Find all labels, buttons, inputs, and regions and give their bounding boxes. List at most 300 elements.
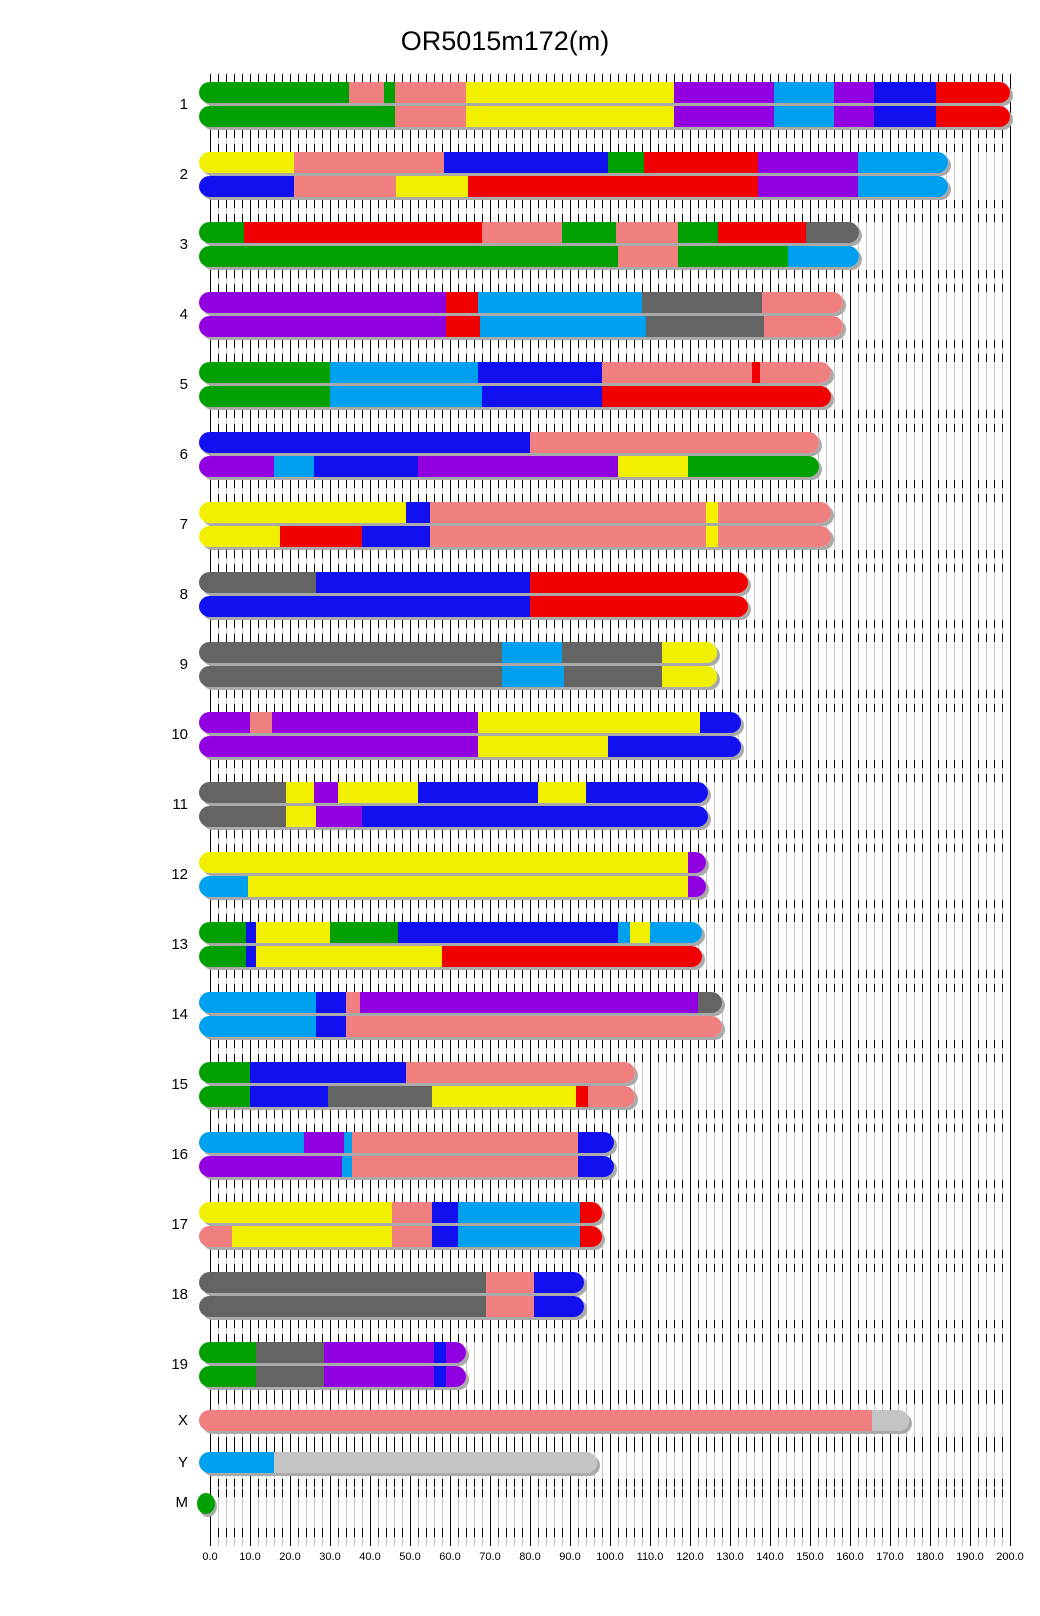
haplotype-segment-pink <box>486 1272 534 1293</box>
haplotype-segment-blue <box>534 1296 584 1317</box>
haplotype-segment-gray <box>256 1366 324 1387</box>
row-label-chr12: 12 <box>171 865 188 883</box>
row-label-chrX: X <box>177 1411 188 1429</box>
row-label-chr8: 8 <box>179 585 188 603</box>
haplotype-segment-green <box>199 106 395 127</box>
haplotype-segment-skyblue <box>478 292 642 313</box>
haplotype-segment-pink <box>199 1226 232 1247</box>
ruler-above-chr17 <box>210 1194 1011 1202</box>
haplotype-segment-pink <box>392 1202 432 1223</box>
haplotype-segment-yellow <box>286 782 314 803</box>
ruler-above-chrX <box>210 1396 1011 1404</box>
x-axis-label-130.0: 130.0 <box>716 1551 744 1563</box>
x-axis-label-180.0: 180.0 <box>916 1551 944 1563</box>
row-label-chr11: 11 <box>172 795 188 813</box>
haplotype-segment-yellow <box>662 642 717 663</box>
haplotype-segment-blue <box>534 1272 584 1293</box>
haplotype-segment-green <box>562 222 616 243</box>
haplotype-segment-yellow <box>706 526 718 547</box>
haplotype-segment-blue <box>314 456 418 477</box>
haplotype-segment-purple <box>360 992 698 1013</box>
haplotype-segment-yellow <box>478 712 700 733</box>
haplotype-segment-skyblue <box>858 152 948 173</box>
haplotype-segment-skyblue <box>458 1226 580 1247</box>
chromosome-10-haplotype-1 <box>199 712 741 733</box>
haplotype-segment-pink <box>530 432 819 453</box>
haplotype-segment-gray <box>642 292 762 313</box>
haplotype-segment-yellow <box>256 946 442 967</box>
haplotype-segment-pink <box>392 1226 432 1247</box>
haplotype-segment-blue <box>199 596 530 617</box>
haplotype-segment-red <box>580 1226 602 1247</box>
ruler-above-chr10 <box>210 704 1011 712</box>
haplotype-segment-blue <box>578 1132 614 1153</box>
haplotype-segment-gray <box>328 1086 432 1107</box>
chromosome-9-haplotype-1 <box>199 642 717 663</box>
ruler-above-chr16 <box>210 1124 1011 1132</box>
haplotype-segment-red <box>280 526 362 547</box>
haplotype-segment-yellow <box>706 502 718 523</box>
row-label-chr1: 1 <box>179 95 188 113</box>
chromosome-13-haplotype-2 <box>199 946 702 967</box>
haplotype-segment-skyblue <box>480 316 646 337</box>
x-axis-major-ticks <box>210 1528 1011 1546</box>
haplotype-segment-red <box>530 596 748 617</box>
haplotype-segment-gray <box>562 642 662 663</box>
chromosome-16-haplotype-1 <box>199 1132 614 1153</box>
haplotype-segment-purple <box>758 176 858 197</box>
x-axis-label-30.0: 30.0 <box>319 1551 341 1563</box>
haplotype-segment-green <box>199 246 618 267</box>
haplotype-segment-red <box>446 316 480 337</box>
haplotype-segment-purple <box>688 876 706 897</box>
haplotype-segment-purple <box>324 1366 434 1387</box>
ruler-below-chr5 <box>210 410 1011 418</box>
haplotype-segment-pink <box>430 526 706 547</box>
haplotype-segment-purple <box>314 782 338 803</box>
row-label-chr9: 9 <box>179 655 188 673</box>
ruler-below-chr11 <box>210 830 1011 838</box>
haplotype-segment-red <box>936 106 1010 127</box>
chromosome-7-haplotype-1 <box>199 502 831 523</box>
ruler-above-chr3 <box>210 214 1011 222</box>
chromosome-5-haplotype-2 <box>199 386 831 407</box>
x-axis-label-190.0: 190.0 <box>956 1551 984 1563</box>
haplotype-segment-red <box>468 176 758 197</box>
haplotype-segment-blue <box>874 106 936 127</box>
chromosome-6-haplotype-2 <box>199 456 819 477</box>
haplotype-segment-gray <box>199 642 502 663</box>
haplotype-segment-purple <box>272 712 478 733</box>
x-axis-label-90.0: 90.0 <box>559 1551 581 1563</box>
haplotype-segment-gray <box>199 1296 486 1317</box>
row-label-chr14: 14 <box>171 1005 188 1023</box>
chromosome-14-haplotype-2 <box>199 1016 722 1037</box>
ruler-above-chr8 <box>210 564 1011 572</box>
ruler-above-chr7 <box>210 494 1011 502</box>
ruler-below-chr12 <box>210 900 1011 908</box>
ruler-above-chr6 <box>210 424 1011 432</box>
haplotype-segment-skyblue <box>858 176 948 197</box>
row-label-chrY: Y <box>177 1453 188 1471</box>
haplotype-segment-pink <box>349 82 384 103</box>
haplotype-segment-yellow <box>662 666 717 687</box>
haplotype-segment-red <box>602 386 831 407</box>
row-label-chr7: 7 <box>179 515 188 533</box>
haplotype-segment-pink <box>395 82 466 103</box>
haplotype-segment-red <box>530 572 748 593</box>
x-axis-label-160.0: 160.0 <box>836 1551 864 1563</box>
haplotype-segment-purple <box>688 852 706 873</box>
chromosome-X <box>199 1410 909 1431</box>
haplotype-segment-skyblue <box>342 1156 352 1177</box>
haplotype-segment-pink <box>764 316 843 337</box>
haplotype-segment-blue <box>362 806 708 827</box>
haplotype-segment-purple <box>316 806 362 827</box>
haplotype-segment-green <box>678 222 718 243</box>
ruler-below-chrY <box>210 1479 1011 1487</box>
haplotype-segment-yellow <box>199 526 280 547</box>
chromosome-15-haplotype-2 <box>199 1086 635 1107</box>
x-axis-label-50.0: 50.0 <box>399 1551 421 1563</box>
haplotype-segment-blue <box>316 1016 346 1037</box>
ruler-below-chr13 <box>210 970 1011 978</box>
haplotype-segment-skyblue <box>458 1202 580 1223</box>
chromosome-19-haplotype-2 <box>199 1366 466 1387</box>
row-label-chr15: 15 <box>171 1075 188 1093</box>
haplotype-segment-blue <box>478 362 602 383</box>
haplotype-segment-green <box>199 82 349 103</box>
chromosome-19-haplotype-1 <box>199 1342 466 1363</box>
ruler-below-chr15 <box>210 1110 1011 1118</box>
haplotype-segment-skyblue <box>774 106 834 127</box>
ruler-above-chr12 <box>210 844 1011 852</box>
haplotype-segment-yellow <box>630 922 650 943</box>
haplotype-segment-blue <box>316 572 530 593</box>
haplotype-segment-purple <box>199 316 446 337</box>
haplotype-segment-yellow <box>286 806 316 827</box>
haplotype-segment-yellow <box>232 1226 392 1247</box>
haplotype-segment-gray <box>199 1272 486 1293</box>
haplotype-segment-pink <box>199 1410 872 1431</box>
haplotype-segment-green <box>199 222 244 243</box>
ruler-below-chr17 <box>210 1250 1011 1258</box>
chromosome-14-haplotype-1 <box>199 992 722 1013</box>
x-axis-label-120.0: 120.0 <box>676 1551 704 1563</box>
chromosome-17-haplotype-1 <box>199 1202 602 1223</box>
chromosome-8-haplotype-2 <box>199 596 748 617</box>
ruler-below-chr8 <box>210 620 1011 628</box>
haplotype-segment-red <box>718 222 806 243</box>
haplotype-segment-gray <box>256 1342 324 1363</box>
haplotype-segment-purple <box>446 1342 466 1363</box>
chromosome-11-haplotype-1 <box>199 782 708 803</box>
haplotype-segment-gray <box>199 572 316 593</box>
ruler-below-chr10 <box>210 760 1011 768</box>
x-axis-label-150.0: 150.0 <box>796 1551 824 1563</box>
chromosome-3-haplotype-2 <box>199 246 859 267</box>
x-axis-label-40.0: 40.0 <box>359 1551 381 1563</box>
haplotype-segment-pink <box>406 1062 635 1083</box>
row-label-chr4: 4 <box>179 305 188 323</box>
haplotype-segment-green <box>330 922 398 943</box>
ruler-above-chr13 <box>210 914 1011 922</box>
haplotype-segment-green <box>199 1366 256 1387</box>
haplotype-segment-green <box>199 922 246 943</box>
haplotype-segment-blue <box>434 1342 446 1363</box>
chromosome-Y <box>199 1452 597 1473</box>
haplotype-segment-gray <box>564 666 662 687</box>
haplotype-segment-blue <box>199 432 530 453</box>
haplotype-segment-red <box>644 152 758 173</box>
haplotype-segment-green <box>199 1342 256 1363</box>
haplotype-segment-red <box>446 292 478 313</box>
haplotype-segment-yellow <box>538 782 586 803</box>
haplotype-segment-green <box>199 1062 250 1083</box>
chromosome-12-haplotype-1 <box>199 852 706 873</box>
haplotype-segment-blue <box>482 386 602 407</box>
chart-title: OR5015m172(m) <box>400 26 610 56</box>
chromosome-1-haplotype-1 <box>199 82 1010 103</box>
haplotype-segment-pink <box>760 362 831 383</box>
row-label-chr13: 13 <box>171 935 188 953</box>
haplotype-segment-purple <box>199 712 250 733</box>
haplotype-segment-yellow <box>199 152 294 173</box>
haplotype-segment-green <box>199 362 330 383</box>
haplotype-segment-pink <box>346 1016 722 1037</box>
haplotype-segment-red <box>442 946 702 967</box>
haplotype-segment-red <box>576 1086 588 1107</box>
haplotype-segment-blue <box>432 1226 458 1247</box>
chromosome-6-haplotype-1 <box>199 432 819 453</box>
haplotype-segment-lightgray <box>872 1410 909 1431</box>
ruler-below-chr7 <box>210 550 1011 558</box>
x-axis-label-170.0: 170.0 <box>876 1551 904 1563</box>
row-label-chr2: 2 <box>179 165 188 183</box>
haplotype-segment-purple <box>418 456 618 477</box>
ruler-below-chr16 <box>210 1180 1011 1188</box>
chromosome-15-haplotype-1 <box>199 1062 635 1083</box>
haplotype-segment-red <box>936 82 1010 103</box>
chromosome-4-haplotype-2 <box>199 316 843 337</box>
haplotype-segment-gray <box>199 806 286 827</box>
haplotype-segment-skyblue <box>274 456 314 477</box>
haplotype-segment-pink <box>346 992 360 1013</box>
haplotype-segment-blue <box>578 1156 614 1177</box>
haplotype-segment-gray <box>199 782 286 803</box>
haplotype-segment-purple <box>199 1156 342 1177</box>
haplotype-segment-blue <box>246 922 256 943</box>
haplotype-segment-purple <box>324 1342 434 1363</box>
haplotype-segment-blue <box>250 1086 328 1107</box>
chromosome-M-dot <box>197 1493 215 1514</box>
haplotype-segment-pink <box>250 712 272 733</box>
haplotype-segment-pink <box>352 1132 578 1153</box>
ruler-above-chr18 <box>210 1264 1011 1272</box>
haplotype-segment-yellow <box>478 736 608 757</box>
haplotype-segment-blue <box>406 502 430 523</box>
haplotype-segment-skyblue <box>330 386 482 407</box>
chromosome-1-haplotype-2 <box>199 106 1010 127</box>
ruler-below-chr1 <box>210 130 1011 138</box>
haplotype-segment-purple <box>674 82 774 103</box>
ruler-above-chr14 <box>210 984 1011 992</box>
haplotype-segment-purple <box>304 1132 344 1153</box>
haplotype-segment-pink <box>395 106 466 127</box>
haplotype-segment-gray <box>199 666 502 687</box>
chromosome-9-haplotype-2 <box>199 666 717 687</box>
x-axis-label-100.0: 100.0 <box>596 1551 624 1563</box>
row-label-chrM: M <box>175 1494 188 1511</box>
haplotype-segment-purple <box>758 152 858 173</box>
chromosome-10-haplotype-2 <box>199 736 741 757</box>
row-label-chr19: 19 <box>171 1355 188 1373</box>
haplotype-segment-pink <box>352 1156 578 1177</box>
haplotype-segment-pink <box>602 362 752 383</box>
haplotype-segment-blue <box>316 992 346 1013</box>
ruler-above-chr15 <box>210 1054 1011 1062</box>
haplotype-segment-blue <box>700 712 741 733</box>
x-axis-label-60.0: 60.0 <box>439 1551 461 1563</box>
ruler-below-chr18 <box>210 1320 1011 1328</box>
haplotype-segment-skyblue <box>618 922 630 943</box>
chromosome-18-haplotype-1 <box>199 1272 584 1293</box>
x-axis-label-110.0: 110.0 <box>636 1551 664 1563</box>
haplotype-segment-yellow <box>466 106 674 127</box>
haplotype-segment-pink <box>486 1296 534 1317</box>
ruler-above-chr1 <box>210 74 1011 82</box>
haplotype-segment-blue <box>586 782 708 803</box>
haplotype-segment-skyblue <box>344 1132 352 1153</box>
row-label-chr18: 18 <box>171 1285 188 1303</box>
haplotype-segment-blue <box>608 736 741 757</box>
haplotype-segment-green <box>384 82 394 103</box>
ruler-below-chr9 <box>210 690 1011 698</box>
haplotype-segment-yellow <box>338 782 418 803</box>
haplotype-segment-skyblue <box>788 246 859 267</box>
haplotype-segment-skyblue <box>199 1132 304 1153</box>
x-axis-label-80.0: 80.0 <box>519 1551 541 1563</box>
ruler-above-chr5 <box>210 354 1011 362</box>
haplotype-segment-purple <box>834 82 874 103</box>
chromosome-16-haplotype-2 <box>199 1156 614 1177</box>
haplotype-segment-blue <box>246 946 256 967</box>
x-axis-label-0.0: 0.0 <box>202 1551 218 1563</box>
haplotype-segment-pink <box>294 152 444 173</box>
haplotype-segment-green <box>199 1086 250 1107</box>
chromosome-2-haplotype-1 <box>199 152 948 173</box>
haplotype-segment-blue <box>250 1062 406 1083</box>
row-label-chr5: 5 <box>179 375 188 393</box>
x-axis-label-140.0: 140.0 <box>756 1551 784 1563</box>
chromosome-17-haplotype-2 <box>199 1226 602 1247</box>
haplotype-segment-purple <box>834 106 874 127</box>
haplotype-segment-yellow <box>256 922 330 943</box>
chromosome-18-haplotype-2 <box>199 1296 584 1317</box>
chromosome-12-haplotype-2 <box>199 876 706 897</box>
haplotype-segment-blue <box>444 152 608 173</box>
ruler-above-chrM <box>210 1489 1011 1497</box>
chromosome-2-haplotype-2 <box>199 176 948 197</box>
chromosome-3-haplotype-1 <box>199 222 859 243</box>
chromosome-7-haplotype-2 <box>199 526 831 547</box>
haplotype-segment-green <box>688 456 819 477</box>
haplotype-segment-red <box>752 362 760 383</box>
ruler-above-chr9 <box>210 634 1011 642</box>
haplotype-segment-blue <box>434 1366 446 1387</box>
row-label-chr6: 6 <box>179 445 188 463</box>
chromosome-11-haplotype-2 <box>199 806 708 827</box>
haplotype-segment-skyblue <box>502 642 562 663</box>
haplotype-segment-gray <box>806 222 859 243</box>
haplotype-segment-pink <box>482 222 562 243</box>
haplotype-segment-blue <box>874 82 936 103</box>
haplotype-segment-yellow <box>396 176 468 197</box>
haplotype-segment-skyblue <box>199 1016 316 1037</box>
haplotype-segment-green <box>678 246 788 267</box>
haplotype-segment-red <box>244 222 482 243</box>
haplotype-segment-gray <box>646 316 764 337</box>
chromosome-13-haplotype-1 <box>199 922 702 943</box>
haplotype-segment-purple <box>446 1366 466 1387</box>
chromosome-4-haplotype-1 <box>199 292 843 313</box>
row-label-chr16: 16 <box>171 1145 188 1163</box>
ruler-below-chr14 <box>210 1040 1011 1048</box>
haplotype-segment-yellow <box>199 1202 392 1223</box>
ruler-below-chr4 <box>210 340 1011 348</box>
ruler-above-chr19 <box>210 1334 1011 1342</box>
haplotype-segment-pink <box>718 502 831 523</box>
haplotype-segment-skyblue <box>650 922 702 943</box>
ruler-above-chr4 <box>210 284 1011 292</box>
haplotype-segment-yellow <box>618 456 688 477</box>
haplotype-segment-pink <box>762 292 843 313</box>
haplotype-segment-yellow <box>199 852 688 873</box>
ruler-below-chr3 <box>210 270 1011 278</box>
haplotype-segment-pink <box>718 526 831 547</box>
haplotype-segment-yellow <box>466 82 674 103</box>
x-axis-label-200.0: 200.0 <box>996 1551 1024 1563</box>
haplotype-segment-skyblue <box>199 1452 274 1473</box>
row-label-chr10: 10 <box>171 725 188 743</box>
haplotype-segment-blue <box>398 922 618 943</box>
haplotype-segment-skyblue <box>502 666 564 687</box>
ruler-above-chr2 <box>210 144 1011 152</box>
haplotype-segment-yellow <box>199 502 406 523</box>
haplotype-segment-blue <box>199 176 294 197</box>
haplotype-segment-blue <box>432 1202 458 1223</box>
haplotype-segment-skyblue <box>199 992 316 1013</box>
haplotype-segment-red <box>580 1202 602 1223</box>
haplotype-segment-green <box>608 152 644 173</box>
haplotype-segment-yellow <box>432 1086 576 1107</box>
haplotype-segment-purple <box>199 292 446 313</box>
haplotype-segment-lightgray <box>274 1452 597 1473</box>
haplotype-segment-blue <box>362 526 430 547</box>
haplotype-segment-pink <box>588 1086 635 1107</box>
haplotype-segment-purple <box>199 456 274 477</box>
haplotype-segment-pink <box>294 176 396 197</box>
haplotype-segment-skyblue <box>774 82 834 103</box>
row-label-chr17: 17 <box>171 1215 188 1233</box>
ruler-above-chr11 <box>210 774 1011 782</box>
ruler-below-chr6 <box>210 480 1011 488</box>
haplotype-segment-skyblue <box>199 876 248 897</box>
haplotype-segment-pink <box>616 222 678 243</box>
ruler-above-chrY <box>210 1444 1011 1452</box>
row-label-chr3: 3 <box>179 235 188 253</box>
haplotype-segment-purple <box>199 736 478 757</box>
